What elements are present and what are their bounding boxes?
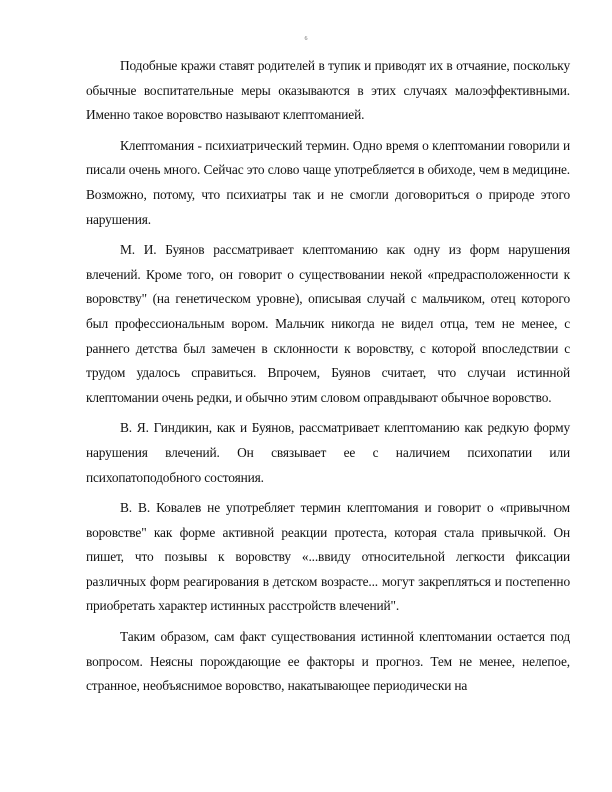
paragraph-5: В. В. Ковалев не употребляет термин клептомания и говорит о «привычном воровстве" как форме активной реакции протеста, которая стала привычкой. Он пишет, что позывы к воровству «...ввиду относительной легкости фиксации различных форм реагирования в детском возрасте... могут закрепляться и постепенно приобретать характер истинных расстройств влечений". xyxy=(86,500,570,614)
paragraph-3: М. И. Буянов рассматривает клептоманию как одну из форм нарушения влечений. Кроме того, он говорит о существовании некой «предрасположенности к воровству" (на генетическом уровне), описывая случай с мальчиком, отец которого был профессиональным вором. Мальчик никогда не видел отца, тем не менее, с раннего детства был замечен в склонности к воровству, с которой впоследствии с трудом удалось справиться. Впрочем, Буянов считает, что случаи истинной клептомании очень редки, и обычно этим словом оправдывают обычное воровство. xyxy=(86,242,570,405)
body-text xyxy=(86,54,570,705)
paragraph-6: Таким образом, сам факт существования истинной клептомании остается под вопросом. Неясны порождающие ее факторы и прогноз. Тем не менее, нелепое, странное, необъяснимое воровство, накатывающее периодически на xyxy=(86,629,570,694)
paragraph-2: Клептомания - психиатрический термин. Одно время о клептомании говорили и писали очень много. Сейчас это слово чаще употребляется в обиходе, чем в медицине. Возможно, потому, что психиатры так и не смогли договориться о природе этого нарушения. xyxy=(86,137,570,227)
page-number: 6 xyxy=(304,36,308,42)
paragraph-4: В. Я. Гиндикин, как и Буянов, рассматривает клептоманию как редкую форму нарушения влечений. Он связывает ее с наличием психопатии или психопатоподобного состояния. xyxy=(86,420,570,485)
paragraph-1: Подобные кражи ставят родителей в тупик и приводят их в отчаяние, поскольку обычные воспитательные меры оказываются в этих случаях малоэффективными. Именно такое воровство называют клептоманией. xyxy=(86,58,570,123)
